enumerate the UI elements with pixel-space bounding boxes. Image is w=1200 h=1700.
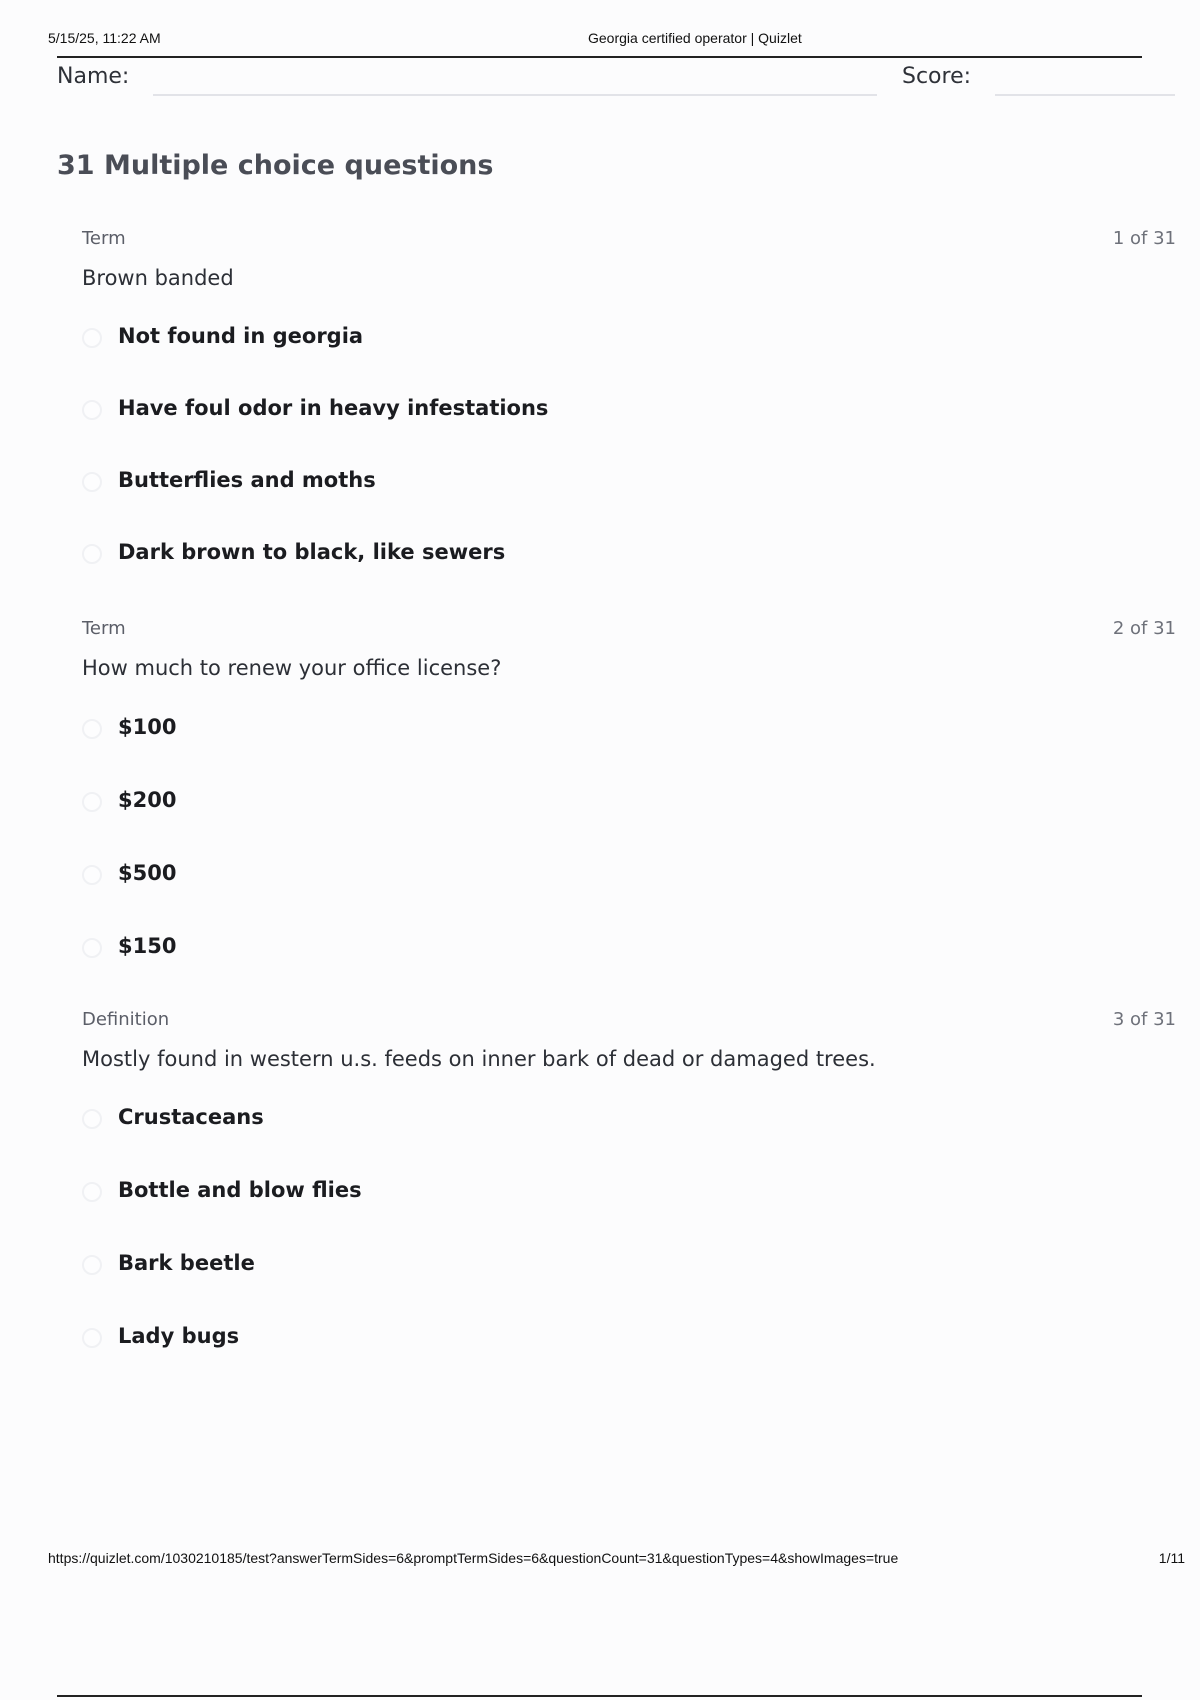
answer-option-label: Dark brown to black, like sewers [118, 540, 506, 564]
name-field[interactable] [153, 94, 877, 96]
answer-option[interactable] [82, 715, 982, 747]
question-prompt: Mostly found in western u.s. feeds on inner bark of dead or damaged trees. [82, 1047, 876, 1071]
answer-option[interactable] [82, 468, 982, 500]
radio-button[interactable] [82, 792, 102, 812]
answer-option[interactable] [82, 540, 982, 572]
header-divider [57, 56, 1142, 58]
radio-button[interactable] [82, 1109, 102, 1129]
radio-button[interactable] [82, 400, 102, 420]
radio-button[interactable] [82, 544, 102, 564]
answer-option[interactable] [82, 934, 982, 966]
radio-button[interactable] [82, 328, 102, 348]
print-date: 5/15/25, 11:22 AM [48, 30, 161, 46]
section-title: 31 Multiple choice questions [57, 150, 494, 181]
answer-option[interactable] [82, 1178, 982, 1210]
answer-option-label: $200 [118, 788, 177, 812]
name-score-row [57, 62, 1177, 102]
answer-option-label: Bark beetle [118, 1251, 255, 1275]
question-counter: 1 of 31 [1112, 228, 1176, 249]
answer-option-label: Lady bugs [118, 1324, 240, 1348]
answer-option[interactable] [82, 1324, 982, 1356]
name-label: Name: [57, 64, 130, 89]
radio-button[interactable] [82, 1328, 102, 1348]
radio-button[interactable] [82, 1182, 102, 1202]
question-prompt: Brown banded [82, 266, 234, 290]
print-header [48, 30, 1152, 52]
page-number: 1/11 [1158, 1550, 1185, 1566]
question-type: Term [82, 618, 126, 639]
answer-option[interactable] [82, 396, 982, 428]
footer-url: https://quizlet.com/1030210185/test?answerTermSides=6&promptTermSides=6&questionCount=31&questionTypes=4&showImages=true [48, 1550, 899, 1566]
answer-option[interactable] [82, 788, 982, 820]
score-field[interactable] [995, 94, 1175, 96]
answer-option-label: Bottle and blow flies [118, 1178, 362, 1202]
question-type: Definition [82, 1009, 170, 1030]
answer-option[interactable] [82, 1105, 982, 1137]
answer-option[interactable] [82, 324, 982, 356]
question-prompt: How much to renew your office license? [82, 656, 502, 680]
radio-button[interactable] [82, 865, 102, 885]
print-footer [48, 1550, 1185, 1570]
answer-option[interactable] [82, 1251, 982, 1283]
bottom-divider [57, 1695, 1142, 1697]
radio-button[interactable] [82, 472, 102, 492]
radio-button[interactable] [82, 1255, 102, 1275]
answer-option-label: $500 [118, 861, 177, 885]
question-type: Term [82, 228, 126, 249]
answer-option[interactable] [82, 861, 982, 893]
question-counter: 3 of 31 [1112, 1009, 1176, 1030]
radio-button[interactable] [82, 719, 102, 739]
answer-option-label: $150 [118, 934, 177, 958]
score-label: Score: [902, 64, 972, 89]
answer-option-label: Not found in georgia [118, 324, 364, 348]
answer-option-label: Have foul odor in heavy infestations [118, 396, 549, 420]
radio-button[interactable] [82, 938, 102, 958]
answer-option-label: Crustaceans [118, 1105, 264, 1129]
answer-option-label: Butterflies and moths [118, 468, 376, 492]
question-counter: 2 of 31 [1112, 618, 1176, 639]
answer-option-label: $100 [118, 715, 177, 739]
print-title: Georgia certified operator | Quizlet [588, 30, 802, 46]
